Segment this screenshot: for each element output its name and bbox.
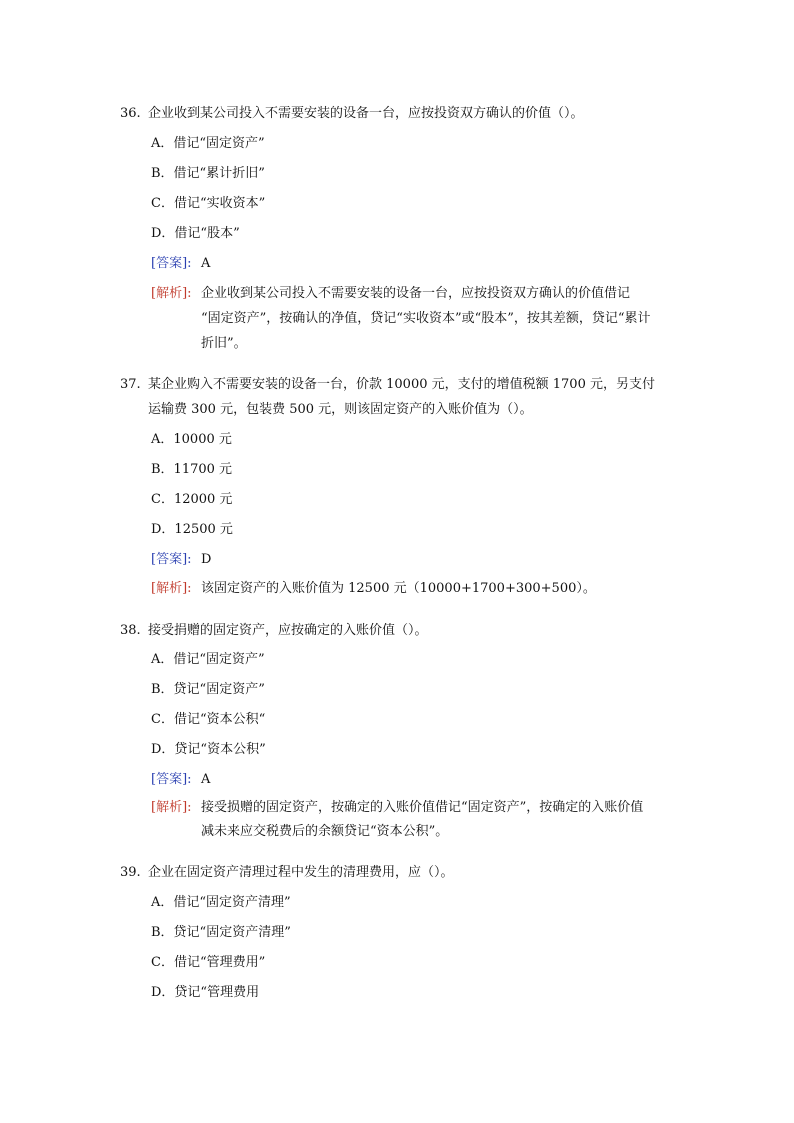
option-c: C．借记“资本公积“: [151, 712, 266, 727]
option-c: C．借记“管理费用”: [151, 955, 266, 970]
explanation-label: [解析]:: [151, 286, 192, 301]
option-d: D．贷记“资本公积”: [151, 742, 266, 757]
question-text: 运输费 300 元，包装费 500 元，则该固定资产的入账价值为（）。: [148, 402, 533, 417]
explanation-text: 减未来应交税费后的余额贷记“资本公积”。: [201, 824, 449, 839]
option-a: A．借记“固定资产清理”: [151, 895, 291, 910]
option-a: A．10000 元: [151, 432, 232, 447]
explanation-text: 该固定资产的入账价值为 12500 元（10000+1700+300+500）。: [201, 581, 596, 596]
explanation-text: “固定资产”，按确认的净值，贷记“实收资本”或“股本”，按其差额，贷记“累计: [201, 311, 651, 326]
question-number: 39.: [120, 865, 141, 880]
question-number: 36.: [120, 106, 141, 121]
option-d: D．贷记“管理费用: [151, 985, 260, 1000]
option-b: B．11700 元: [151, 462, 233, 477]
option-c: C．12000 元: [151, 492, 233, 507]
answer-label: [答案]:: [151, 552, 192, 567]
option-a: A．借记“固定资产”: [151, 136, 265, 151]
answer-label: [答案]:: [151, 256, 192, 271]
explanation-text: 接受损赠的固定资产，按确定的入账价值借记“固定资产”，按确定的入账价值: [201, 800, 644, 815]
answer-value: A: [201, 256, 211, 271]
question-text: 企业在固定资产清理过程中发生的清理费用，应（）。: [148, 865, 454, 880]
question-text: 接受捐赠的固定资产，应按确定的入账价值（）。: [148, 623, 428, 638]
question-text: 某企业购入不需要安装的设备一台，价款 10000 元，支付的增值税额 1700 元，另支付: [148, 377, 655, 392]
explanation-text: 企业收到某公司投入不需要安装的设备一台，应按投资双方确认的价值借记: [201, 286, 631, 301]
option-b: B．借记“累计折旧”: [151, 166, 265, 181]
answer-value: D: [201, 552, 212, 567]
answer-label: [答案]:: [151, 772, 192, 787]
answer-value: A: [201, 772, 211, 787]
option-d: D．借记“股本”: [151, 226, 240, 241]
question-number: 37.: [120, 377, 141, 392]
explanation-text: 折旧”。: [201, 336, 247, 351]
option-a: A．借记“固定资产”: [151, 652, 265, 667]
option-b: B．贷记“固定资产清理”: [151, 925, 291, 940]
option-b: B．贷记“固定资产”: [151, 682, 265, 697]
question-number: 38.: [120, 623, 141, 638]
explanation-label: [解析]:: [151, 581, 192, 596]
option-d: D．12500 元: [151, 522, 233, 537]
explanation-label: [解析]:: [151, 800, 192, 815]
question-text: 企业收到某公司投入不需要安装的设备一台，应按投资双方确认的价值（）。: [148, 106, 584, 121]
option-c: C．借记“实收资本”: [151, 196, 266, 211]
